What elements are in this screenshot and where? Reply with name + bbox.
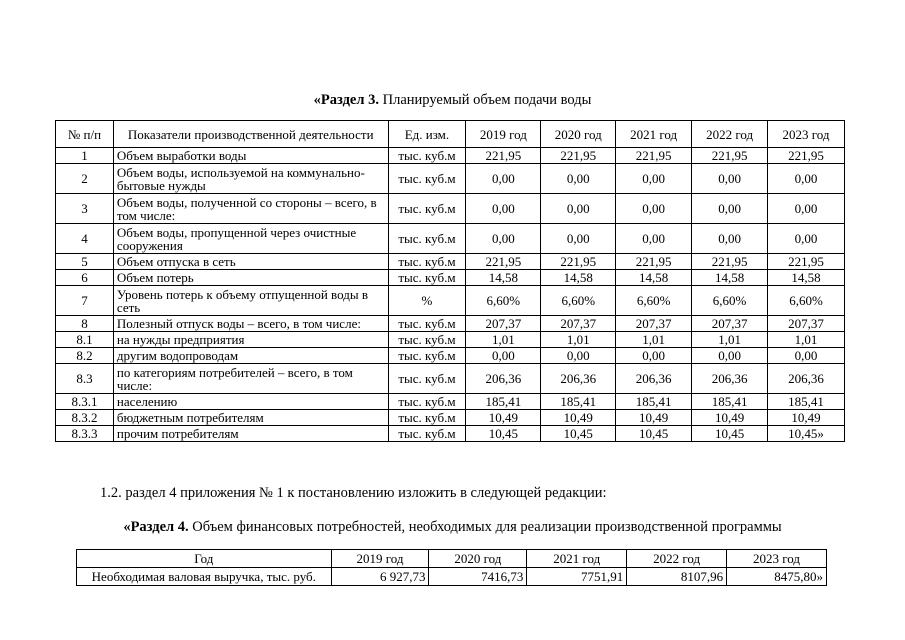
table-cell: прочим потребителям [113,426,388,442]
column-header: 2020 год [429,550,527,568]
table-cell: 6 [56,270,114,286]
table-cell: 221,95 [692,148,768,164]
table-row [56,426,845,442]
table-cell: тыс. куб.м [388,394,466,410]
table-row [56,164,845,194]
table-cell: 207,37 [541,316,616,332]
table-cell: 221,95 [541,148,616,164]
table-cell: тыс. куб.м [388,164,466,194]
table-cell: 8107,96 [627,568,727,586]
table-cell: 5 [56,254,114,270]
column-header: Показатели производственной деятельности [113,121,388,148]
table-cell: 8.2 [56,348,114,364]
table-cell: 8475,80» [727,568,827,586]
table-cell: 0,00 [768,164,845,194]
column-header: Ед. изм. [388,121,466,148]
column-header: 2021 год [527,550,627,568]
column-header: 2019 год [331,550,429,568]
table-cell: 206,36 [466,364,541,394]
table-cell: 0,00 [616,348,692,364]
column-header: 2022 год [692,121,768,148]
financial-needs-table [76,549,827,586]
section4-title: Объем финансовых потребностей, необходимых для реализации производственной программы [188,519,782,535]
table-cell: 8.3.1 [56,394,114,410]
table-cell: Объем потерь [113,270,388,286]
table-cell: Объем воды, полученной со стороны – всего, в том числе: [113,194,388,224]
table-cell: 10,49 [692,410,768,426]
table-cell: 207,37 [768,316,845,332]
table-cell: 0,00 [541,164,616,194]
table-cell: по категориям потребителей – всего, в том числе: [113,364,388,394]
table-cell: тыс. куб.м [388,148,466,164]
table-cell: 8.3 [56,364,114,394]
table-cell: населению [113,394,388,410]
table-cell: 1,01 [616,332,692,348]
section3-title: Планируемый объем подачи воды [378,92,592,108]
table-cell: Объем выработки воды [113,148,388,164]
table-cell: тыс. куб.м [388,332,466,348]
table-cell: 6 927,73 [331,568,429,586]
table-cell: 221,95 [692,254,768,270]
table-cell: 10,45 [466,426,541,442]
table-cell: 0,00 [541,348,616,364]
table-cell: другим водопроводам [113,348,388,364]
table-row [56,194,845,224]
table-cell: бюджетным потребителям [113,410,388,426]
table-cell: 0,00 [466,224,541,254]
table-cell: тыс. куб.м [388,316,466,332]
column-header: 2022 год [627,550,727,568]
table-cell: 221,95 [768,148,845,164]
table-cell: 6,60% [692,286,768,316]
table-cell: 4 [56,224,114,254]
table-cell: 6,60% [616,286,692,316]
table-row [56,148,845,164]
table-cell: 0,00 [768,348,845,364]
table-cell: 6,60% [466,286,541,316]
section3-prefix: «Раздел 3. [313,92,379,108]
table-cell: 1,01 [692,332,768,348]
table-cell: тыс. куб.м [388,270,466,286]
table-cell: 0,00 [692,194,768,224]
table-cell: 10,49 [768,410,845,426]
table-cell: % [388,286,466,316]
table-cell: 221,95 [616,148,692,164]
table-cell: 221,95 [466,148,541,164]
table-cell: Объем отпуска в сеть [113,254,388,270]
table-cell: 206,36 [541,364,616,394]
table-cell: 2 [56,164,114,194]
table-row [77,568,827,586]
column-header: 2020 год [541,121,616,148]
table-row [56,270,845,286]
table-cell: 0,00 [466,164,541,194]
table-cell: 185,41 [692,394,768,410]
table-cell: 0,00 [616,224,692,254]
table-cell: 1,01 [466,332,541,348]
table-cell: 10,49 [466,410,541,426]
table-cell: 10,49 [541,410,616,426]
column-header: 2019 год [466,121,541,148]
table-cell: 14,58 [466,270,541,286]
table-cell: 8.3.2 [56,410,114,426]
table-row [56,224,845,254]
table-cell: 185,41 [616,394,692,410]
section3-heading [0,92,905,109]
table-header-row [56,121,845,148]
table-row [56,286,845,316]
table-row [56,364,845,394]
table-cell: 207,37 [466,316,541,332]
table-row [56,254,845,270]
table-cell: 0,00 [692,348,768,364]
table-cell: 1,01 [541,332,616,348]
table-cell: 221,95 [768,254,845,270]
table-cell: 207,37 [692,316,768,332]
table-cell: 7 [56,286,114,316]
table-cell: Уровень потерь к объему отпущенной воды в сеть [113,286,388,316]
column-header: 2021 год [616,121,692,148]
table-cell: 7416,73 [429,568,527,586]
column-header: Год [77,550,332,568]
table-cell: тыс. куб.м [388,194,466,224]
table-cell: 10,45 [616,426,692,442]
table-cell: 0,00 [768,224,845,254]
table-cell: 221,95 [541,254,616,270]
table-header-row [77,550,827,568]
instruction-paragraph: 1.2. раздел 4 приложения № 1 к постановлению изложить в следующей редакции: [100,485,607,501]
table-cell: 7751,91 [527,568,627,586]
table-cell: 185,41 [541,394,616,410]
table-cell: 0,00 [541,224,616,254]
table-cell: Объем воды, пропущенной через очистные сооружения [113,224,388,254]
table-cell: 8 [56,316,114,332]
table-cell: 14,58 [616,270,692,286]
table-cell: Объем воды, используемой на коммунально-бытовые нужды [113,164,388,194]
table-cell: тыс. куб.м [388,348,466,364]
table-cell: 14,58 [541,270,616,286]
table-cell: 8.3.3 [56,426,114,442]
table-cell: 185,41 [466,394,541,410]
table-cell: 207,37 [616,316,692,332]
table-cell: 0,00 [692,224,768,254]
column-header: № п/п [56,121,114,148]
table-cell: на нужды предприятия [113,332,388,348]
table-cell: 221,95 [466,254,541,270]
table-cell: 14,58 [692,270,768,286]
table-cell: 6,60% [768,286,845,316]
column-header: 2023 год [727,550,827,568]
table-row [56,332,845,348]
table-cell: 0,00 [768,194,845,224]
table-cell: 0,00 [466,194,541,224]
table-cell: Необходимая валовая выручка, тыс. руб. [77,568,332,586]
table-row [56,410,845,426]
table-cell: 6,60% [541,286,616,316]
section4-heading [0,519,905,536]
table-cell: 3 [56,194,114,224]
table-cell: 0,00 [616,164,692,194]
table-cell: 1 [56,148,114,164]
table-cell: 0,00 [616,194,692,224]
table-row [56,348,845,364]
table-body [77,568,827,586]
table-cell: 10,45 [541,426,616,442]
table-cell: 0,00 [541,194,616,224]
table-cell: 221,95 [616,254,692,270]
table-cell: 10,45 [692,426,768,442]
table-cell: Полезный отпуск воды – всего, в том числе: [113,316,388,332]
table-cell: 10,45» [768,426,845,442]
table-cell: 206,36 [616,364,692,394]
table-cell: тыс. куб.м [388,254,466,270]
table-body [56,148,845,442]
table-cell: 8.1 [56,332,114,348]
table-row [56,316,845,332]
table-cell: 206,36 [692,364,768,394]
table-cell: 0,00 [466,348,541,364]
table-cell: 185,41 [768,394,845,410]
section4-prefix: «Раздел 4. [123,519,189,535]
column-header: 2023 год [768,121,845,148]
table-cell: тыс. куб.м [388,410,466,426]
table-cell: тыс. куб.м [388,224,466,254]
table-row [56,394,845,410]
table-cell: 10,49 [616,410,692,426]
table-cell: 206,36 [768,364,845,394]
table-cell: 14,58 [768,270,845,286]
water-supply-table [55,120,845,442]
table-cell: 1,01 [768,332,845,348]
table-cell: 0,00 [692,164,768,194]
table-cell: тыс. куб.м [388,426,466,442]
table-cell: тыс. куб.м [388,364,466,394]
